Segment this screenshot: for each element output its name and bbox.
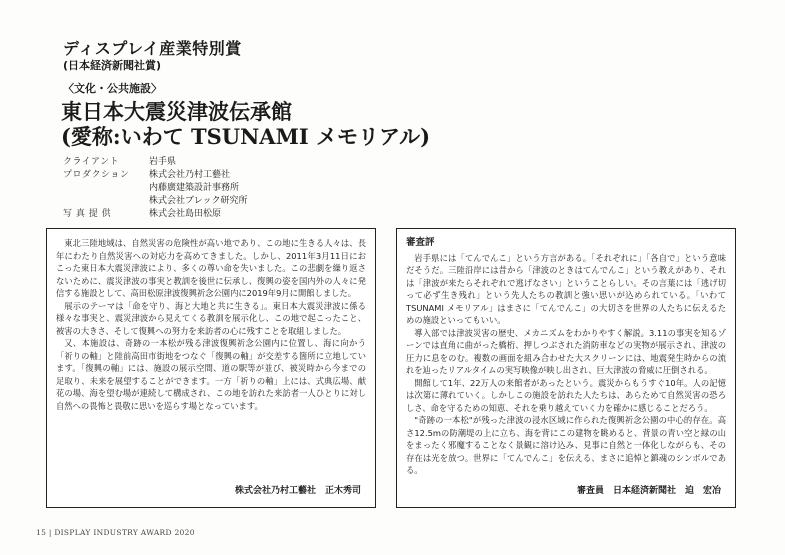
credit-name: 株式会社ブレック研究所 xyxy=(149,196,248,206)
credit-names xyxy=(149,208,221,221)
credit-name: 岩手県 xyxy=(149,157,177,167)
category-label: 〈文化・公共施設〉 xyxy=(63,82,162,95)
credit-row-production xyxy=(63,169,248,208)
award-title: ディスプレイ産業特別賞 xyxy=(63,39,242,58)
credit-names xyxy=(149,156,176,169)
award-subtitle: (日本経済新聞社賞) xyxy=(63,59,162,72)
statement-paragraph: 東北三陸地域は、自然災害の危険性が高い地であり、この地に生きる人々は、長年にわたり自然災害への対応力を高めてきました。しかし、2011年3月11日におこった東日本大震災津波により、多くの尊い命を失いました。この悲劇を繰り返さないために、震災津波の事実と教訓を後世に伝承し、復興の姿を国内外の人々に発信する施設として、高田松原津波復興祈念公園内に2019年9月に開館しました。 xyxy=(56,238,366,298)
credit-name: 内藤廣建築設計事務所 xyxy=(149,183,240,193)
facility-alias: (愛称:いわて TSUNAMI メモリアル) xyxy=(61,124,431,149)
statement-paragraph: 展示のテーマは「命を守り、海と大地と共に生きる」。東日本大震災津波に係る様々な事実と、震災津波から見えてくる教訓を展示化し、この地で起こったこと、被害の大きさ、そして復興への努力を来訪者の心に残すことを取組しました。 xyxy=(56,300,366,336)
review-paragraph: 導入部では津波災害の歴史、メカニズムをわかりやすく解説。3.11の事実を知るゾーンでは直角に曲がった橋桁、押しつぶされた消防車などの実物が展示され、津波の圧力に息をのむ。複数の画面を組み合わせた大スクリーンには、地震発生時からの流れを辿ったリアルタイムの実写映像が映し出され、巨大津波の脅威に圧倒される。 xyxy=(406,327,726,375)
statement-box xyxy=(46,228,376,508)
statement-signature: 株式会社乃村工藝社 正木秀司 xyxy=(234,485,361,496)
credit-row-photo xyxy=(63,208,248,221)
review-paragraph: 岩手県には「てんでんこ」という方言がある。「それぞれに」「各自で」という意味だそうだ。三陸沿岸には昔から「津波のときはてんでんこ」という教えがあり、それは「津波が来たらそれぞれで逃げなさい」ということらしい。その言葉には「逃げ切って必ず生き残れ」という先人たちの教訓と強い思いが込められている。「いわて TSUNAMI メモリアル」はまさに「てんでんこ」の大切さを世界の人たちに伝えるための施設といってもいい。 xyxy=(406,252,726,325)
facility-name: 東日本大震災津波伝承館 xyxy=(61,99,292,124)
credit-role: プロダクション xyxy=(63,170,130,180)
statement-paragraph: 又、本施設は、奇跡の一本松が残る津波復興祈念公園内に位置し、海に向かう「祈りの軸」と陸前高田市街地をつなぐ「復興の軸」が交差する箇所に立地しています。「復興の軸」には、施設の展示空間、道の駅等が並び、被災時から今までの足取り、未来を展望することができます。一方「祈りの軸」上には、式典広場、献花の場、海を望む場が連続して構成され、この地を訪れた来訪者一人ひとりに対し自然への畏怖と畏敬に思いを巡らす場となっています。 xyxy=(56,338,366,411)
review-box xyxy=(396,228,736,508)
credits-block xyxy=(63,156,248,221)
credit-name: 株式会社乃村工藝社 xyxy=(149,170,231,180)
review-signature: 審査員 日本経済新聞社 迫 宏冶 xyxy=(576,485,721,496)
credit-role: 写 真 提 供 xyxy=(63,209,112,219)
review-label: 審査評 xyxy=(406,237,435,248)
credit-row-client xyxy=(63,156,248,169)
credit-role: クライアント xyxy=(63,157,120,167)
credit-names xyxy=(149,169,248,208)
page-footer: 15 | DISPLAY INDUSTRY AWARD 2020 xyxy=(36,528,195,537)
review-paragraph: 開館して1年、22万人の来館者があったという。震災からもうすぐ10年。人の記憶は次第に薄れていく。しかしこの施設を訪れた人たちは、あらためて自然災害の恐ろしさ、命を守るための知恵、それを乗り越えていく力を確かに感じることだろう。 xyxy=(406,377,726,413)
credit-name: 株式会社島田松原 xyxy=(149,209,222,219)
review-paragraph: "奇跡の一本松"が残った津波の浸水区域に作られた復興祈念公園の中心的存在。高さ12.5mの防潮堤の上に立ち、海を背にこの建物を眺めると、背景の青い空と緑の山をまったく邪魔することなく景観に溶け込み、見事に自然と一体化しながらも、その存在は光を放つ。世界に「てんでんこ」を伝える、まさに追悼と鎮魂のシンボルである。 xyxy=(406,415,726,475)
